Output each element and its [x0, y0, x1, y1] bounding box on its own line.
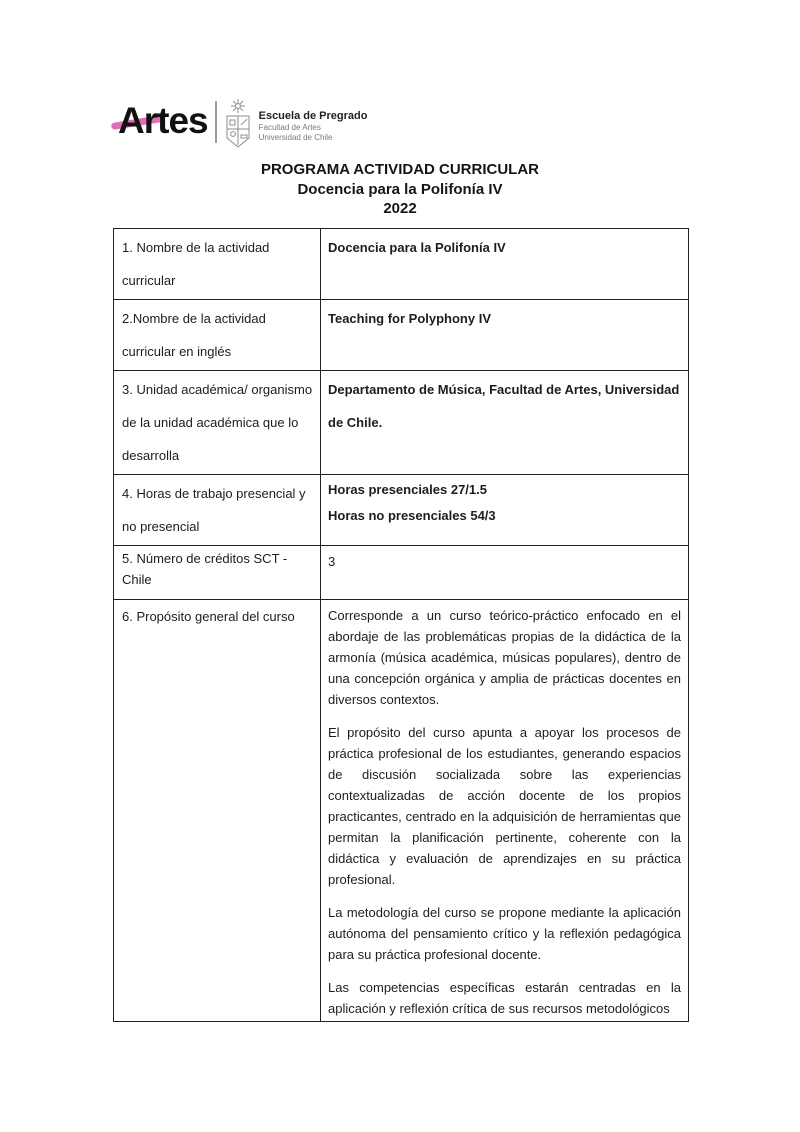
purpose-paragraph: El propósito del curso apunta a apoyar los procesos de práctica profesional de los estudiantes, generando espacios de discusión socializada sobre las experiencias contextualizadas de acción docente de los propios practicantes, centrado en la adquisición de herramientas que permitan la planificación pertinente, coherente con la didáctica y evaluación de aprendizajes en su práctica profesional. [328, 725, 681, 887]
value-line: Horas presenciales 27/1.5 [328, 482, 487, 497]
row-value [321, 600, 689, 1022]
value-line: 3 [328, 554, 336, 569]
org-school: Escuela de Pregrado [258, 110, 368, 122]
table-row-course-name-english [114, 300, 689, 371]
table-row-course-purpose [114, 600, 689, 1022]
table-row-sct-credits [114, 546, 689, 600]
row-value [321, 546, 689, 600]
purpose-paragraph: La metodología del curso se propone mediante la aplicación autónoma del pensamiento crítico y la reflexión pedagógica para su práctica profesional docente. [328, 905, 681, 962]
artes-logotype [118, 102, 208, 140]
table-row-course-name [114, 229, 689, 300]
row-value [321, 229, 689, 300]
document-title-block [0, 160, 800, 219]
row-value [321, 475, 689, 546]
value-line: Docencia para la Polifonía IV [328, 240, 506, 255]
crest-star [231, 99, 245, 113]
purpose-paragraph: Las competencias específicas estarán centradas en la aplicación y reflexión crítica de sus recursos metodológicos [328, 980, 681, 1016]
faculty-logo [118, 98, 367, 154]
row-label: 5. Número de créditos SCT - Chile [114, 546, 321, 600]
value-line: Horas no presenciales 54/3 [328, 508, 496, 523]
row-label: 6. Propósito general del curso [114, 600, 321, 1022]
org-name-block [259, 110, 368, 142]
value-line: Departamento de Música, Facultad de Artes, Universidad de Chile. [328, 382, 680, 430]
document-title: PROGRAMA ACTIVIDAD CURRICULAR [260, 161, 540, 178]
row-value [321, 371, 689, 475]
row-label: 1. Nombre de la actividad curricular [114, 229, 321, 300]
document-year: 2022 [383, 200, 417, 217]
logo-divider [215, 101, 217, 143]
row-value [321, 300, 689, 371]
purpose-paragraph: Corresponde a un curso teórico-práctico enfocado en el abordaje de las problemáticas propias de la didáctica de la armonía (música académica, músicas populares), dentro de una concepción orgánica y amplia de prácticas docentes en diversos contextos. [328, 608, 681, 707]
row-label: 4. Horas de trabajo presencial y no presencial [114, 475, 321, 546]
org-faculty: Facultad de Artes [258, 123, 321, 132]
university-crest-icon [223, 98, 253, 157]
value-line: Teaching for Polyphony IV [328, 311, 491, 326]
artes-wordmark: Artes [118, 100, 208, 141]
course-program-table [113, 228, 689, 1022]
crest-shield [227, 116, 249, 147]
row-label: 2.Nombre de la actividad curricular en inglés [114, 300, 321, 371]
course-name-title: Docencia para la Polifonía IV [297, 180, 503, 198]
table-row-academic-unit [114, 371, 689, 475]
table-row-work-hours [114, 475, 689, 546]
row-label: 3. Unidad académica/ organismo de la unidad académica que lo desarrolla [114, 371, 321, 475]
org-university: Universidad de Chile [258, 132, 333, 142]
